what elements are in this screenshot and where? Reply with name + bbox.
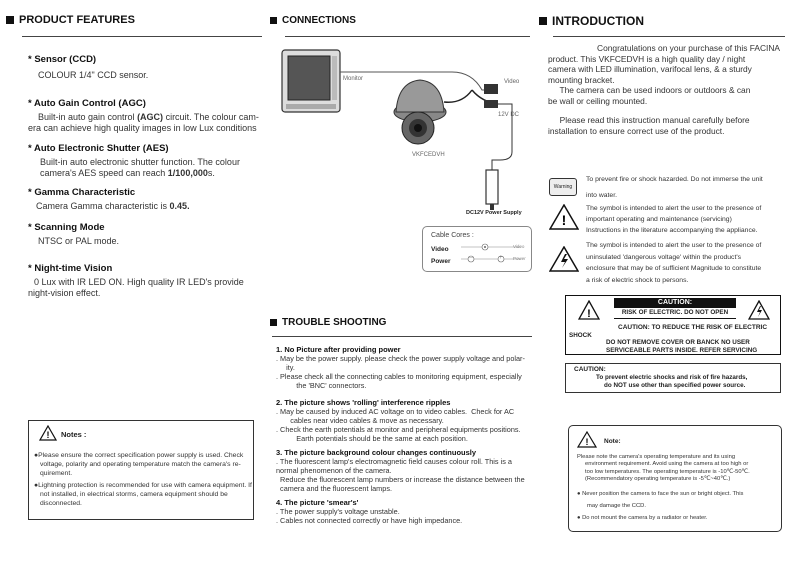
- text-line: disconnected.: [40, 500, 82, 507]
- caution-banner: CAUTION:: [614, 298, 736, 308]
- svg-text:!: !: [561, 212, 567, 228]
- text-line: The camera can be used indoors or outdoors & can: [548, 85, 751, 96]
- section-title: PRODUCT FEATURES: [19, 14, 135, 26]
- svg-text:!: !: [587, 308, 591, 320]
- text: Camera Gamma characteristic is: [36, 201, 170, 211]
- text-line: mounting bracket.: [548, 74, 615, 85]
- plus-sign: +: [499, 255, 503, 261]
- text: Built-in auto gain control: [38, 112, 138, 122]
- text-line: into water.: [586, 192, 617, 199]
- monitor-icon: [282, 50, 340, 112]
- camera-cable: [444, 90, 472, 102]
- lightning-triangle-icon: [549, 246, 579, 277]
- caution2-line: To prevent electric shocks and risk of fire hazards,: [596, 374, 748, 381]
- monitor-label: Monitor: [343, 76, 364, 82]
- note-box: [568, 425, 782, 532]
- feature-body: NTSC or PAL mode.: [38, 236, 120, 246]
- feature-title: * Gamma Characteristic: [28, 187, 136, 198]
- caution2-title: CAUTION:: [574, 366, 606, 373]
- cable-cores-title: Cable Cores :: [431, 232, 474, 239]
- text-line: a risk of electric shock to persons.: [586, 276, 689, 284]
- trouble-title: 1. No Picture after providing power: [276, 345, 401, 354]
- warning-triangle-icon: [39, 425, 57, 446]
- note-bullets: [577, 488, 781, 524]
- text-line: too low temperatures. The operating temperature is -10℃-50℃.: [585, 468, 750, 475]
- trouble-section-3: [276, 448, 536, 493]
- section-title: CONNECTIONS: [282, 15, 356, 26]
- dc-label: 12V DC: [498, 112, 520, 118]
- notes-bullet-1: [34, 451, 252, 478]
- feature-title: * Scanning Mode: [28, 222, 105, 233]
- text-line: be wall or ceiling mounted.: [548, 95, 648, 106]
- video-row-label: Video: [431, 246, 449, 253]
- svg-text:!: !: [585, 437, 589, 447]
- text-line: ● Never position the camera to face the sun or bright object. This: [577, 491, 744, 497]
- text-line: To prevent fire or shock hazarded. Do not immerse the unit: [586, 176, 763, 183]
- note-lines: [577, 454, 779, 483]
- feature-body: [28, 201, 268, 212]
- feature-night-vision: [28, 263, 273, 299]
- symbol2-text: [586, 240, 786, 286]
- square-bullet-icon: [539, 17, 547, 25]
- warning-text: [586, 172, 786, 204]
- feature-title: * Sensor (CCD): [28, 54, 97, 65]
- bnc-connector: [484, 84, 498, 94]
- symbol1-text: [586, 203, 786, 236]
- text-bold: 1/100,000: [167, 168, 208, 178]
- svg-text:!: !: [46, 430, 50, 440]
- trouble-lines: . May be the power supply. please check the power supply voltage and polar- ity. . Please check all the connecting cables to monitoring equipment, especially the 'BNC' connectors.: [276, 354, 525, 390]
- product-features-header: [6, 14, 135, 26]
- caution-line: CAUTION: TO REDUCE THE RISK OF ELECTRIC: [618, 324, 768, 331]
- text-line: The symbol is intended to alert the user to the presence of: [586, 242, 762, 249]
- dome-camera-icon: [394, 80, 446, 144]
- divider: [285, 36, 530, 37]
- notes-title: Notes :: [61, 430, 87, 439]
- section-title: INTRODUCTION: [552, 14, 644, 28]
- text-line: may damage the CCD.: [587, 503, 646, 509]
- feature-aes: [28, 143, 273, 179]
- caution-box: [565, 295, 781, 355]
- divider: [553, 36, 785, 37]
- feature-title: * Auto Electronic Shutter (AES): [28, 143, 169, 154]
- exclamation-triangle-icon: [549, 204, 579, 235]
- cable-cores-box: [422, 226, 532, 272]
- feature-body: Built-in auto electronic shutter function. The colour: [40, 157, 240, 167]
- feature-body: [28, 112, 273, 123]
- caution-line: SERVICEABLE PARTS INSIDE. REFER SERVICING: [606, 347, 758, 354]
- trouble-lines: . The fluorescent lamp's electromagnetic field causes colour roll. This is a normal phenomenon of the camera. Reduce the fluorescent lamp numbers or increase the distance between the camera and the fluorescent lamps.: [276, 457, 525, 493]
- text: s.: [207, 168, 215, 178]
- power-supply-icon: [486, 170, 498, 210]
- divider: [272, 336, 532, 337]
- text-line: Instructions in the literature accompanying the appliance.: [586, 227, 758, 234]
- text-line: Please read this instruction manual carefully before: [548, 115, 750, 125]
- square-bullet-icon: [6, 16, 14, 24]
- intro-paragraph-2: [548, 115, 780, 136]
- feature-body: [28, 168, 273, 179]
- text: camera's AES speed can reach: [40, 168, 168, 178]
- feature-title: * Night-time Vision: [28, 263, 113, 274]
- divider: [614, 318, 736, 319]
- caution-line: DO NOT REMOVE COVER OR BANCK NO USER: [606, 339, 750, 346]
- text-line: The symbol is intended to alert the user to the presence of: [586, 205, 762, 212]
- text-line: (Recommendatory operating temperature is -5℃~40℃.): [585, 475, 731, 482]
- connections-header: [270, 15, 356, 26]
- minus-sign: —: [468, 255, 473, 261]
- caution-risk: RISK OF ELECTRIC. DO NOT OPEN: [621, 309, 729, 316]
- trouble-title: 2. The picture shows 'rolling' interference ripples: [276, 398, 451, 407]
- square-bullet-icon: [270, 17, 277, 24]
- section-title: TROUBLE SHOOTING: [282, 317, 387, 328]
- power-row-label: Power: [431, 258, 451, 265]
- introduction-header: [539, 14, 644, 28]
- feature-scanning: [28, 222, 268, 247]
- text-line: quirement.: [40, 470, 73, 477]
- trouble-title: 4. The picture 'smear's': [276, 498, 359, 507]
- warning-triangle-icon: [577, 431, 597, 453]
- text-line: ●Lightning protection is recommended for use with camera equipment. If: [34, 482, 252, 489]
- square-bullet-icon: [270, 319, 277, 326]
- text-line: installation to ensure correct use of the product.: [548, 125, 725, 136]
- feature-sensor: [28, 54, 268, 81]
- text-line: ●Please ensure the correct specification power supply is used. Check: [34, 452, 244, 459]
- text-line: uninsulated 'dangerous voltage' within the product's: [586, 253, 742, 261]
- trouble-section-4: [276, 498, 536, 525]
- trouble-section-1: [276, 345, 536, 390]
- power-supply-label: DC12V Power Supply: [466, 210, 522, 216]
- feature-body: 0 Lux with IR LED ON. High quality IR LED's provide: [34, 277, 244, 287]
- text-bold: 0.45.: [169, 201, 190, 211]
- text-line: enclosure that may be of sufficient Magnitude to constitute: [586, 265, 762, 272]
- divider: [22, 36, 262, 37]
- video-label: Video: [504, 79, 520, 85]
- video-tag: Video: [513, 244, 525, 249]
- camera-label: VKFCEDVH: [412, 152, 445, 158]
- caution-shock: SHOCK: [569, 332, 592, 339]
- dc-connector: [484, 100, 498, 108]
- text-line: voltage, polarity and operating temperature match the camera's re-: [40, 461, 241, 468]
- trouble-lines: . May be caused by induced AC voltage on to video cables. Check for AC cables near video cables & move as necessary. . Check the earth potentials at monitor and peripheral equipments positions. Earth potentials should be the same at each position.: [276, 407, 521, 443]
- text-line: ● Do not mount the camera by a radiator or heater.: [577, 515, 708, 521]
- feature-body: era can achieve high quality images in low Lux conditions: [28, 123, 257, 133]
- notes-box: [28, 420, 254, 520]
- text-line: Please note the camera's operating temperature and its using: [577, 454, 736, 460]
- exclamation-triangle-icon: [578, 300, 600, 325]
- lightning-triangle-icon: [748, 300, 770, 325]
- caution2-line: do NOT use other than specified power source.: [604, 382, 746, 389]
- warning-badge-icon: Warning: [549, 178, 577, 196]
- text-line: important operating and maintenance (servicing): [586, 216, 732, 223]
- feature-title: * Auto Gain Control (AGC): [28, 98, 146, 109]
- feature-body: COLOUR 1/4" CCD sensor.: [38, 70, 149, 80]
- text-line: Congratulations on your purchase of this FACINA: [597, 43, 780, 53]
- note-title: Note:: [604, 438, 621, 445]
- trouble-title: 3. The picture background colour changes continuously: [276, 448, 477, 457]
- text-line: product. This VKFCEDVH is a high quality day / night: [548, 53, 746, 64]
- feature-body: night-vision effect.: [28, 288, 101, 298]
- text-line: not installed, in electrical storms, camera equipment should be: [40, 491, 228, 498]
- trouble-lines: . The power supply's voltage unstable. . Cables not connected correctly or have high impedance.: [276, 507, 463, 525]
- connection-diagram: [272, 42, 534, 227]
- notes-bullet-2: [34, 481, 252, 508]
- text-line: environment requirement. Avoid using the camera at too high or: [585, 461, 749, 468]
- feature-agc: [28, 98, 273, 134]
- trouble-shooting-header: [270, 317, 386, 328]
- text: circuit. The colour cam-: [163, 112, 259, 122]
- caution-box-2: [565, 363, 781, 393]
- trouble-section-2: [276, 398, 536, 443]
- text-line: camera with LED illumination, varifocal lens, & a sturdy: [548, 64, 752, 75]
- feature-gamma: [28, 187, 268, 212]
- text-bold: (AGC): [137, 112, 164, 122]
- power-tag: Power: [513, 256, 526, 261]
- intro-paragraph-1: [548, 43, 780, 107]
